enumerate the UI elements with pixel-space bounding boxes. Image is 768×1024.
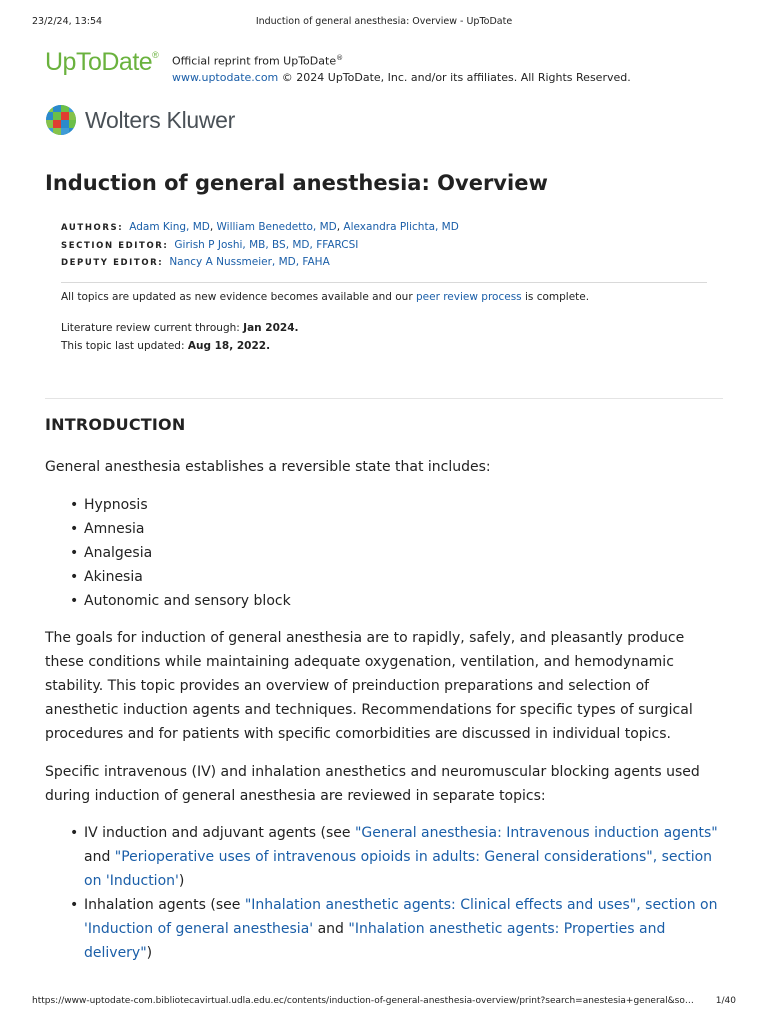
- authors-label: AUTHORS:: [61, 223, 124, 233]
- article-title: Induction of general anesthesia: Overview: [45, 171, 548, 195]
- list-item-text: Akinesia: [84, 569, 143, 585]
- bullet: •: [70, 497, 79, 513]
- topic-link[interactable]: "Inhalation anesthetic agents: Properties and delivery": [84, 921, 666, 961]
- deputy-editor-label: DEPUTY EDITOR:: [61, 258, 164, 268]
- section-editor-link[interactable]: Girish P Joshi, MB, BS, MD, FFARCSI: [174, 238, 359, 251]
- review-dates: [61, 320, 299, 355]
- page-number: 1/40: [715, 996, 736, 1006]
- list-item-text: Autonomic and sensory block: [84, 593, 291, 609]
- bullet: •: [70, 521, 79, 537]
- deputy-editor-line: [61, 254, 459, 272]
- last-updated-date: Aug 18, 2022.: [187, 339, 271, 352]
- last-updated-line: This topic last updated: Aug 18, 2022.: [61, 339, 271, 352]
- divider: [45, 398, 723, 399]
- section-editor-label: SECTION EDITOR:: [61, 240, 169, 251]
- authors-line: [61, 219, 459, 237]
- bullet: •: [70, 825, 79, 841]
- uptodate-site-link[interactable]: www.uptodate.com: [172, 70, 279, 84]
- separate-topics-paragraph: Specific intravenous (IV) and inhalation anesthetics and neuromuscular blocking agents used during induction of general anesthesia are reviewed in separate topics:: [45, 764, 700, 804]
- bullet: •: [70, 897, 79, 913]
- list-item: [45, 493, 725, 517]
- deputy-editor-link[interactable]: Nancy A Nussmeier, MD, FAHA: [169, 256, 330, 268]
- list-item-text: ): [178, 873, 185, 889]
- list-item: [45, 589, 725, 613]
- wolters-kluwer-logo: [45, 104, 265, 136]
- list-item-text: IV induction and adjuvant agents (see: [84, 825, 355, 841]
- list-item-text: Analgesia: [84, 545, 153, 561]
- wolters-kluwer-globe-icon: [45, 104, 77, 136]
- copyright-text: © 2024 UpToDate, Inc. and/or its affiliates. All Rights Reserved.: [278, 70, 631, 84]
- lit-review-line: Literature review current through: Jan 2024.: [61, 322, 299, 334]
- author-link[interactable]: William Benedetto, MD: [216, 221, 337, 233]
- author-link[interactable]: Alexandra Plichta, MD: [343, 221, 459, 233]
- section-editor-line: [61, 237, 459, 255]
- author-separator: ,: [209, 221, 217, 233]
- list-item: [45, 517, 725, 541]
- uptodate-logo[interactable]: UpToDate®: [45, 48, 159, 76]
- publisher-name: Wolters Kluwer: [85, 107, 236, 133]
- authors-list: [129, 221, 459, 233]
- topic-link[interactable]: "Perioperative uses of intravenous opioids in adults: General considerations", section on 'Induction': [84, 849, 713, 889]
- lit-review-date: Jan 2024.: [243, 322, 299, 334]
- article-credits: [61, 219, 459, 272]
- section-heading: INTRODUCTION: [45, 415, 186, 434]
- list-item-text: and: [313, 921, 349, 937]
- peer-review-link[interactable]: peer review process: [415, 291, 522, 303]
- list-item-text: Inhalation agents (see: [84, 897, 245, 913]
- print-date: 23/2/24, 13:54: [32, 16, 103, 27]
- print-page-title: Induction of general anesthesia: Overview - UpToDate: [255, 16, 513, 27]
- list-item: [45, 893, 725, 965]
- list-item-text: Hypnosis: [84, 497, 148, 513]
- list-item: [45, 541, 725, 565]
- author-separator: ,: [336, 221, 344, 233]
- bullet: •: [70, 593, 79, 609]
- print-header: [32, 16, 736, 30]
- anesthesia-states-list: [45, 493, 725, 613]
- related-topics-list: [45, 821, 725, 965]
- reprint-notice: Official reprint from UpToDate® www.uptodate.com © 2024 UpToDate, Inc. and/or its affiliates. All Rights Reserved.: [172, 54, 631, 84]
- reprint-banner: [45, 48, 725, 88]
- list-item-text: Amnesia: [84, 521, 145, 537]
- list-item: [45, 821, 725, 893]
- print-url: https://www-uptodate-com.bibliotecavirtual.udla.edu.ec/contents/induction-of-general-anesthesia-overview/print?search=anestesia+general&so…: [32, 996, 694, 1006]
- list-item-text: ): [146, 945, 153, 961]
- bullet: •: [70, 569, 79, 585]
- topic-link[interactable]: "General anesthesia: Intravenous induction agents": [354, 825, 718, 841]
- list-item-text: and: [84, 849, 115, 865]
- print-footer: [32, 996, 736, 1010]
- list-item: [45, 565, 725, 589]
- intro-paragraph: General anesthesia establishes a reversible state that includes:: [45, 459, 491, 475]
- bullet: •: [70, 545, 79, 561]
- topic-link[interactable]: "Inhalation anesthetic agents: Clinical effects and uses", section on 'Induction of general anesthesia': [84, 897, 718, 937]
- goals-paragraph: The goals for induction of general anesthesia are to rapidly, safely, and pleasantly produce these conditions while maintaining adequate oxygenation, ventilation, and hemodynamic stability. This topic provides an overview of preinduction preparations and selection of anesthetic induction agents and techniques. Recommendations for specific types of surgical procedures and for patients with specific comorbidities are discussed in individual topics.: [45, 630, 693, 742]
- reprint-text: Official reprint from UpToDate: [172, 54, 337, 68]
- update-note: All topics are updated as new evidence becomes available and our peer review process is complete.: [61, 291, 590, 303]
- author-link[interactable]: Adam King, MD: [129, 221, 210, 233]
- divider: [61, 282, 707, 283]
